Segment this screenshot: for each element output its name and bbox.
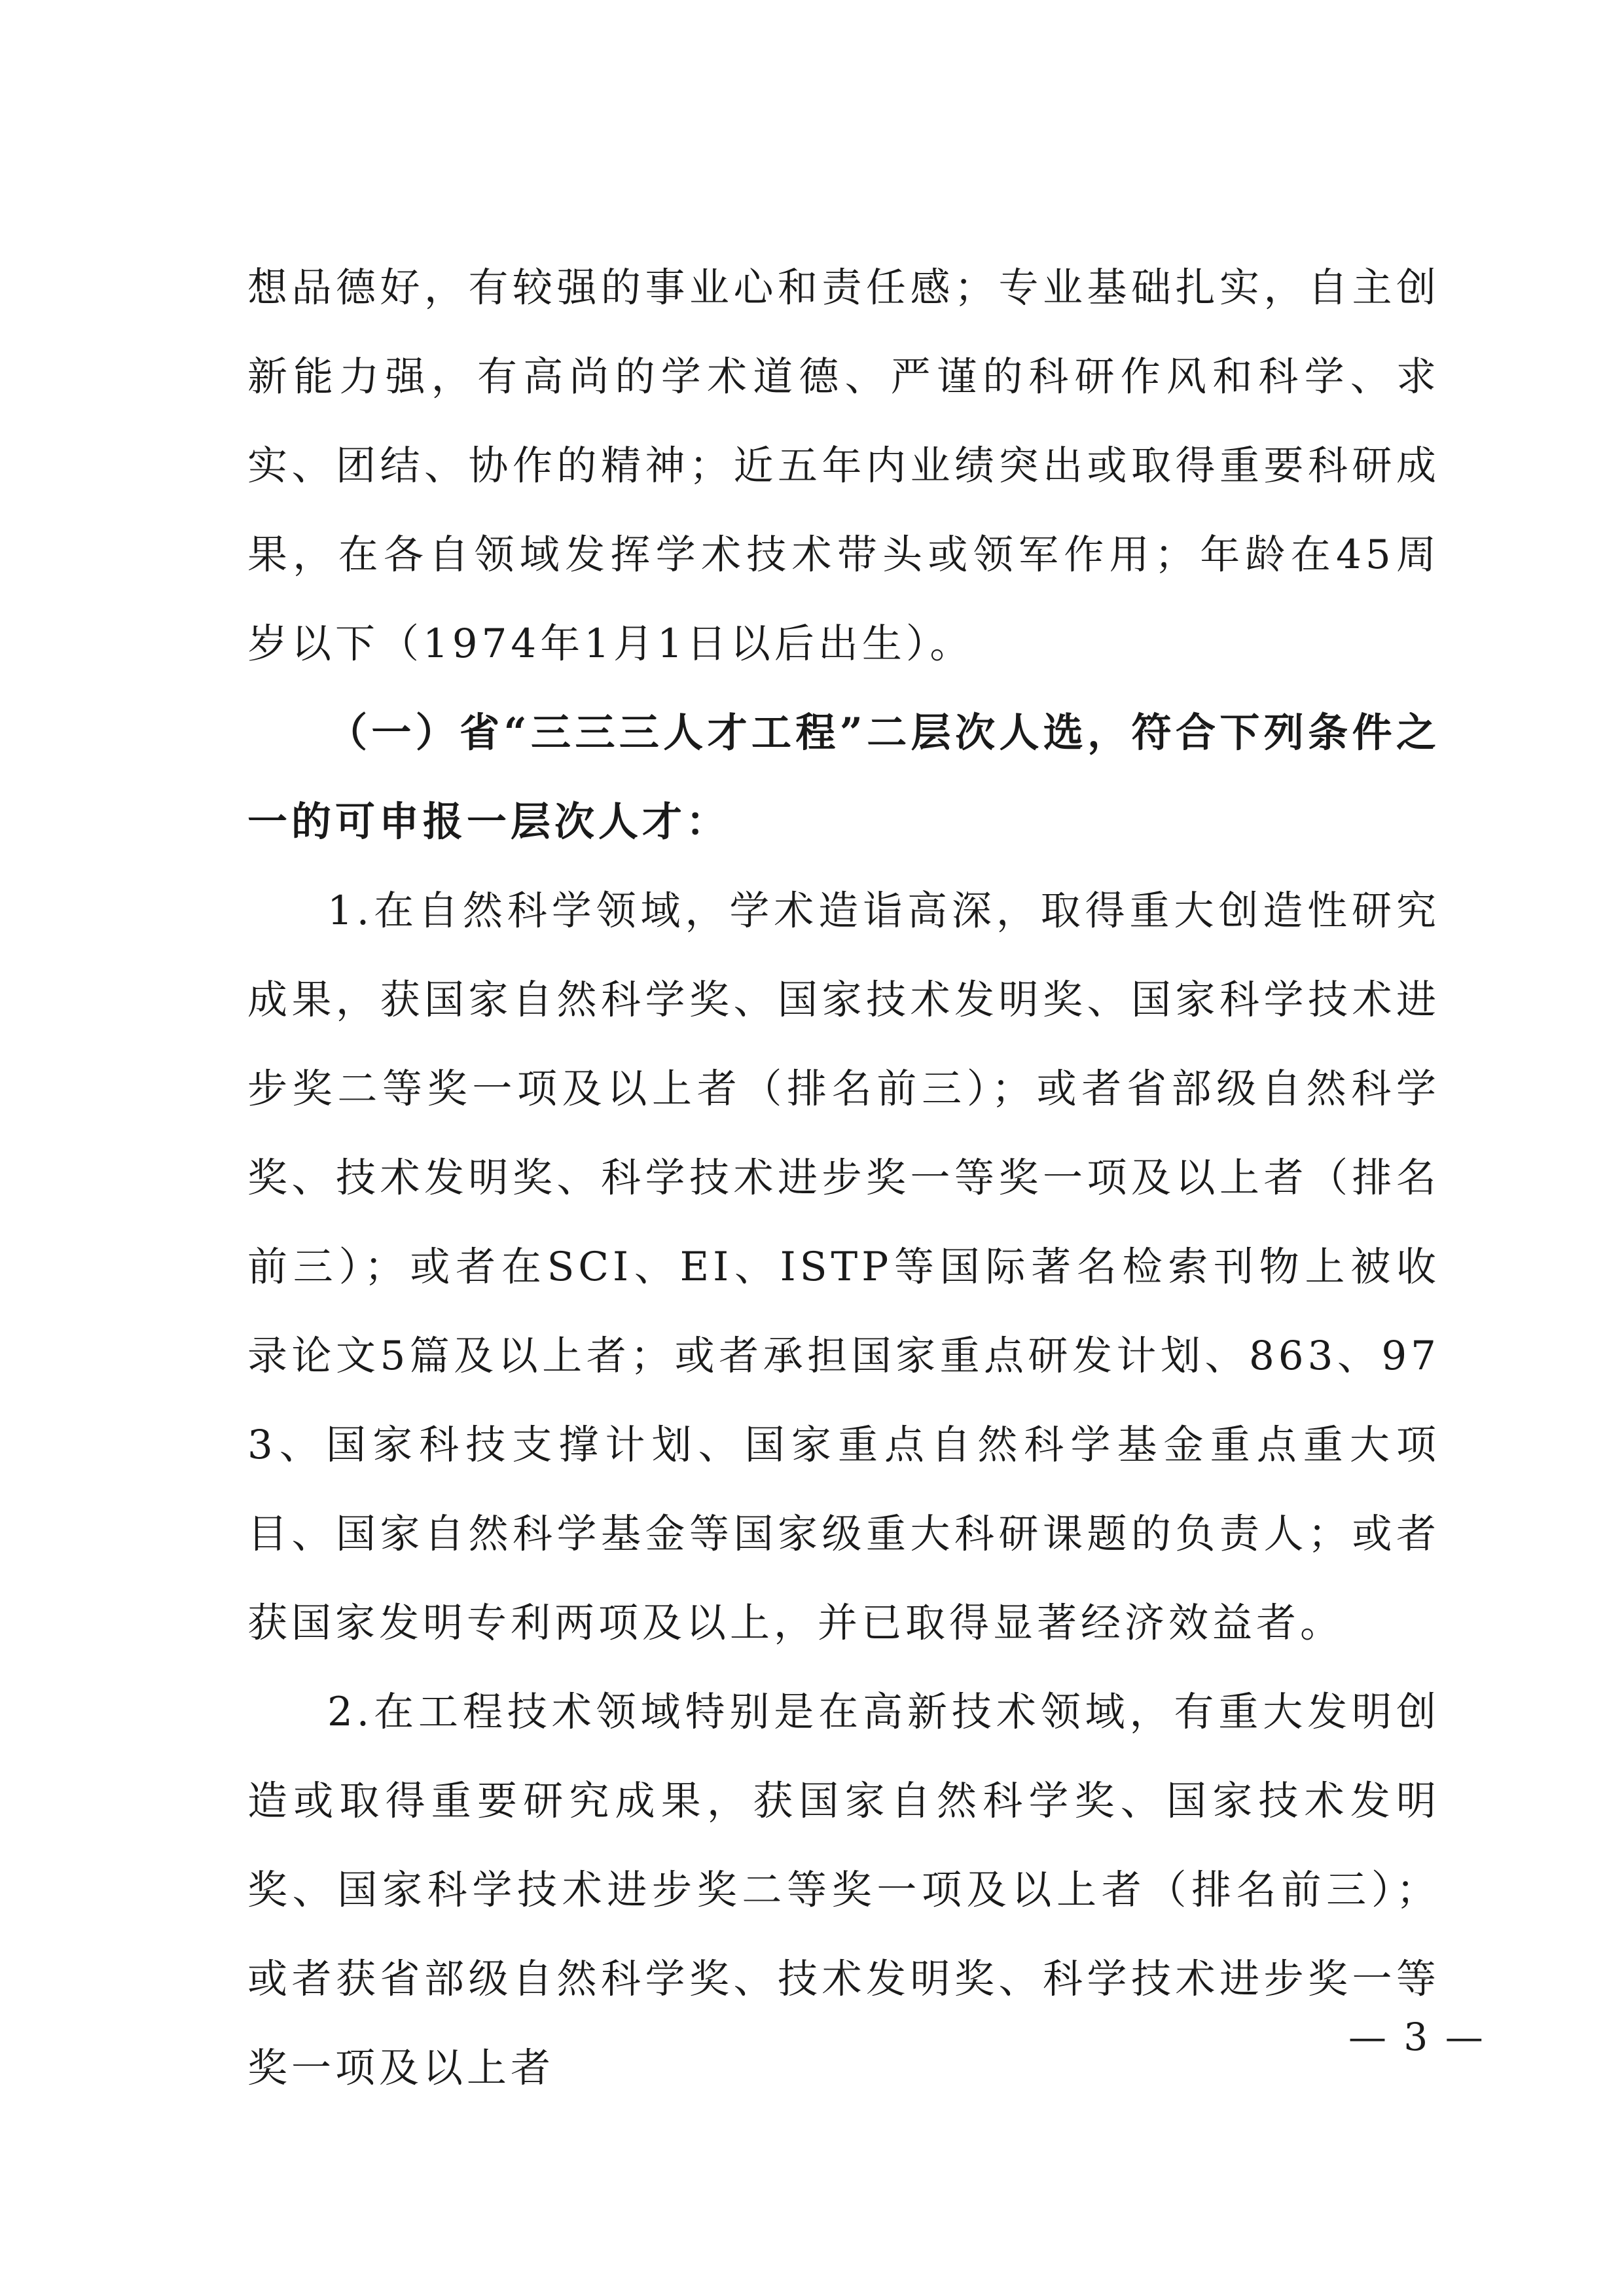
- paragraph-continuation: 想品德好，有较强的事业心和责任感；专业基础扎实，自主创新能力强，有高尚的学术道德、严谨的科研作风和科学、求实、团结、协作的精神；近五年内业绩突出或取得重要科研成果，在各自领域发挥学术技术带头或领军作用；年龄在45周岁以下（1974年1月1日以后出生）。: [247, 264, 1440, 667]
- paragraph-item-1: 1.在自然科学领域，学术造诣高深，取得重大创造性研究成果，获国家自然科学奖、国家技术发明奖、国家科学技术进步奖二等奖一项及以上者（排名前三）；或者省部级自然科学奖、技术发明奖、科学技术进步奖一等奖一项及以上者（排名前三）；或者在SCI、EI、ISTP等国际著名检索刊物上被收录论文5篇及以上者；或者承担国家重点研发计划、863、973、国家科技支撑计划、国家重点自然科学基金重点重大项目、国家自然科学基金等国家级重大科研课题的负责人；或者获国家发明专利两项及以上，并已取得显著经济效益者。: [247, 888, 1440, 1646]
- body-text: [247, 243, 1440, 2113]
- page-number: — 3 —: [1348, 2015, 1486, 2059]
- paragraph-item-2: 2.在工程技术领域特别是在高新技术领域，有重大发明创造或取得重要研究成果，获国家自然科学奖、国家技术发明奖、国家科学技术进步奖二等奖一项及以上者（排名前三）；或者获省部级自然科学奖、技术发明奖、科学技术进步奖一等奖一项及以上者: [247, 1689, 1440, 2091]
- paragraph-section-heading: （一）省“三三三人才工程”二层次人选，符合下列条件之一的可申报一层次人才：: [247, 710, 1440, 845]
